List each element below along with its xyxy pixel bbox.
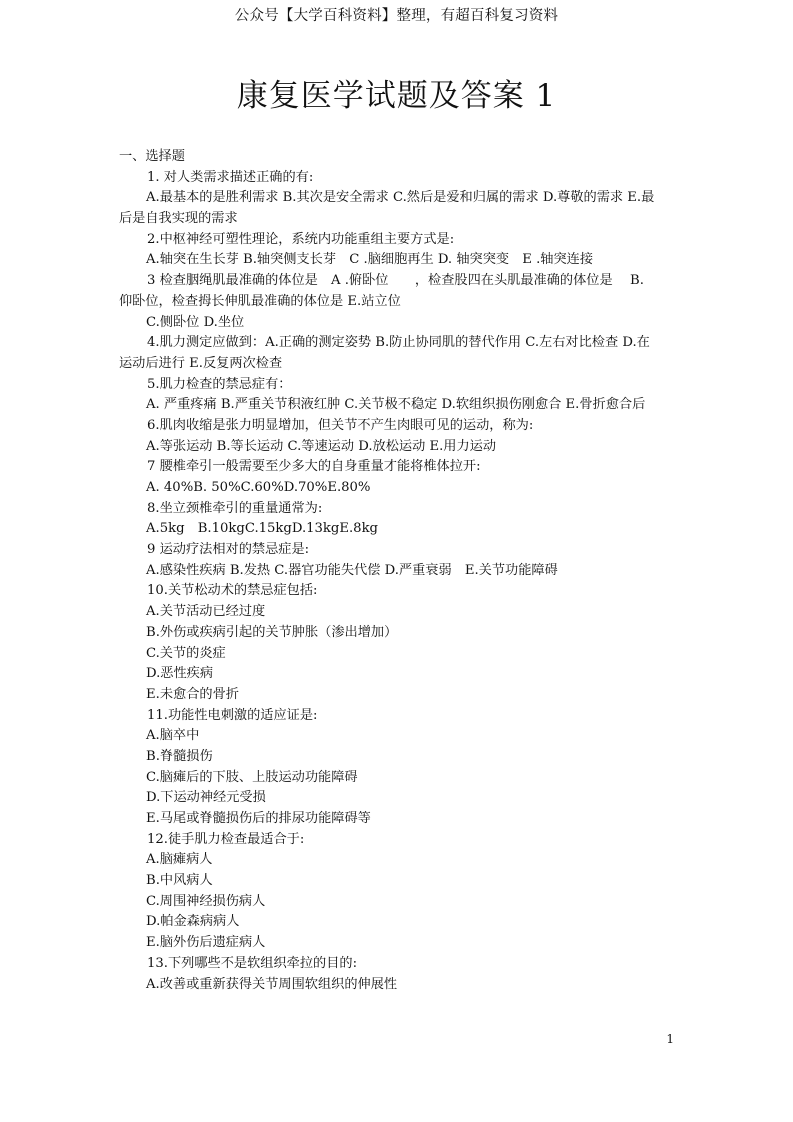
question-text: 12.徒手肌力检查最适合于: bbox=[147, 831, 305, 847]
text-line: E.马尾或脊髓损伤后的排尿功能障碍等 bbox=[146, 811, 371, 826]
section-heading: 一、选择题 bbox=[119, 149, 185, 164]
text-line: D.下运动神经元受损 bbox=[146, 790, 266, 806]
text-line: 仰卧位，检查拇长伸肌最准确的体位是 E.站立位 bbox=[119, 293, 401, 309]
question-text: 10.关节松动术的禁忌症包括: bbox=[147, 583, 318, 599]
text-line: A.脑瘫病人 bbox=[146, 852, 213, 868]
question-text: 3 检查胭绳肌最准确的体位是 A .俯卧位 ，检查股四在头肌最准确的体位是 B. bbox=[147, 273, 644, 289]
document-body bbox=[119, 147, 679, 995]
text-line: A.等张运动 B.等长运动 C.等速运动 D.放松运动 E.用力运动 bbox=[146, 438, 497, 454]
question-text: 13.下列哪些不是软组织牵拉的目的: bbox=[147, 955, 358, 971]
text-line: A.感染性疾病 B.发热 C.器官功能失代偿 D.严重衰弱 E.关节功能障碍 bbox=[146, 562, 558, 578]
text-line: C.侧卧位 D.坐位 bbox=[146, 314, 245, 330]
text-line: D.恶性疾病 bbox=[146, 666, 214, 682]
question-text: 1. 对人类需求描述正确的有: bbox=[147, 169, 314, 185]
question-text: 5.肌力检查的禁忌症有： bbox=[147, 376, 292, 392]
document-title: 康复医学试题及答案 1 bbox=[236, 78, 557, 114]
text-line: A.脑卒中 bbox=[146, 728, 200, 744]
question-text: 11.功能性电刺激的适应证是: bbox=[147, 707, 318, 723]
text-line: A.改善或重新获得关节周围软组织的伸展性 bbox=[146, 976, 398, 992]
question-text: 2.中枢神经可塑性理论，系统内功能重组主要方式是: bbox=[147, 231, 455, 247]
text-line: A. 严重疼痛 B.严重关节积液红肿 C.关节极不稳定 D.软组织损伤刚愈合 E.骨折愈合后 bbox=[146, 397, 646, 413]
page-header: 公众号【大学百科资料】整理，有超百科复习资料 bbox=[234, 8, 559, 24]
text-line: E.未愈合的骨折 bbox=[146, 686, 239, 702]
text-line: A.轴突在生长芽 B.轴突侧支长芽 C .脑细胞再生 D. 轴突突变 E .轴突连接 bbox=[146, 252, 594, 268]
text-line: D.帕金森病病人 bbox=[146, 914, 240, 930]
text-line: A.5kg B.10kgC.15kgD.13kgE.8kg bbox=[146, 521, 378, 537]
page-number: 1 bbox=[666, 1032, 674, 1046]
question-text: 6.肌肉收缩是张力明显增加，但关节不产生肉眼可见的运动，称为: bbox=[147, 417, 534, 433]
text-line: B.脊髓损伤 bbox=[146, 748, 213, 764]
question-text: 9 运动疗法相对的禁忌症是: bbox=[147, 542, 310, 558]
text-line: C.关节的炎症 bbox=[146, 645, 226, 661]
text-line: E.脑外伤后遗症病人 bbox=[146, 935, 266, 951]
text-line: B.外伤或疾病引起的关节肿胀（渗出增加） bbox=[146, 624, 398, 640]
text-line: A.最基本的是胜利需求 B.其次是安全需求 C.然后是爱和归属的需求 D.尊敬的需求 E.最 bbox=[146, 190, 655, 206]
text-line: 运动后进行 E.反复两次检查 bbox=[119, 355, 283, 371]
text-line: C.周围神经损伤病人 bbox=[146, 893, 266, 909]
text-line: C.脑瘫后的下肢、上肢运动功能障碍 bbox=[146, 769, 358, 785]
question-text: 4.肌力测定应做到：A.正确的测定姿势 B.防止协同肌的替代作用 C.左右对比检查 D.在 bbox=[147, 335, 650, 351]
text-line: B.中风病人 bbox=[146, 873, 213, 889]
question-text: 7 腰椎牵引一般需要至少多大的自身重量才能将椎体拉开: bbox=[147, 459, 481, 475]
text-line: A.关节活动已经过度 bbox=[146, 604, 266, 620]
text-line: A. 40%B. 50%C.60%D.70%E.80% bbox=[146, 480, 371, 495]
text-line: 后是自我实现的需求 bbox=[119, 211, 238, 227]
question-text: 8.坐立颈椎牵引的重量通常为: bbox=[147, 500, 323, 516]
